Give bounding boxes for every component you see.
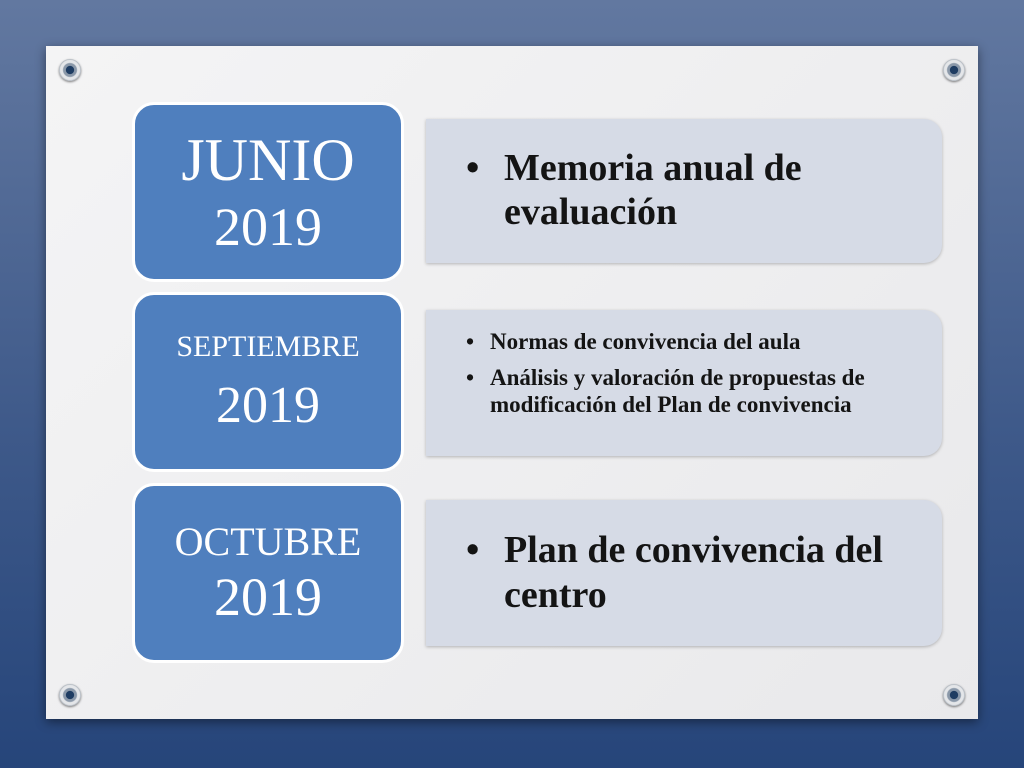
bullet-item: • Plan de convivencia del centro (466, 528, 922, 618)
content-box (426, 310, 942, 456)
bullet-item: • Normas de convivencia del aula (462, 328, 922, 356)
content-box (426, 119, 942, 263)
pin-top-right-icon (943, 59, 965, 81)
slide-board (46, 46, 978, 719)
date-box (132, 102, 404, 282)
year-label: 2019 (216, 377, 320, 434)
bullet-item: • Análisis y valoración de propuestas de modificación del Plan de convivencia (462, 364, 922, 419)
bullet-list (426, 500, 942, 618)
month-label: SEPTIEMBRE (176, 330, 360, 363)
date-box (132, 292, 404, 472)
month-label: JUNIO (181, 127, 355, 193)
bullet-item: • Memoria anual de evaluación (466, 147, 922, 234)
year-label: 2019 (214, 567, 322, 627)
pin-bottom-left-icon (59, 684, 81, 706)
pin-bottom-right-icon (943, 684, 965, 706)
pin-top-left-icon (59, 59, 81, 81)
date-box (132, 483, 404, 663)
year-label: 2019 (214, 197, 322, 257)
content-box (426, 500, 942, 646)
bullet-list (426, 119, 942, 234)
bullet-list (426, 310, 942, 419)
month-label: OCTUBRE (174, 519, 362, 564)
